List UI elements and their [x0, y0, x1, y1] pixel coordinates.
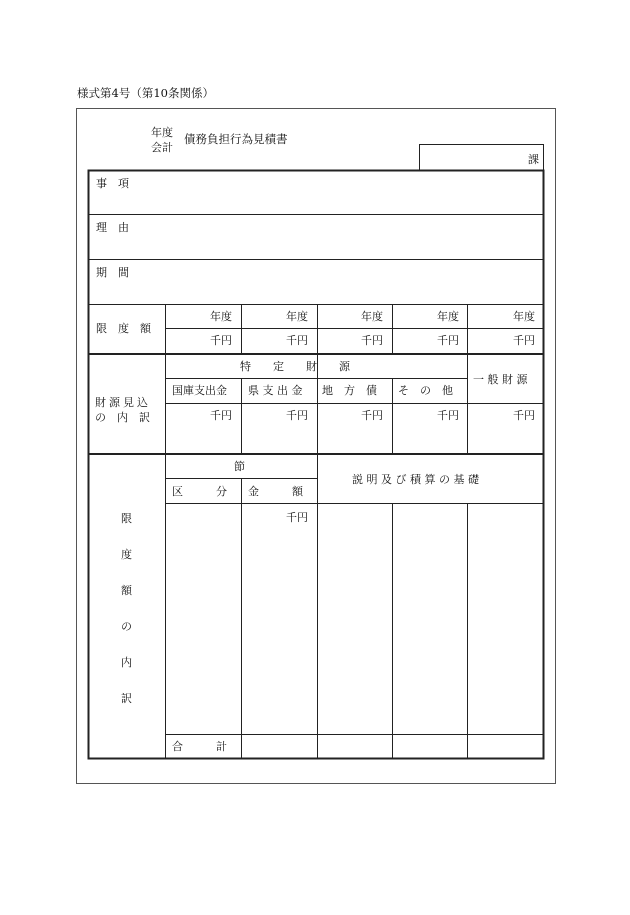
- breakdown-vertical-char-2: 度: [121, 548, 132, 561]
- breakdown-vertical-char-1: 限: [121, 512, 132, 525]
- breakdown-vertical-char-3: 額: [121, 584, 132, 597]
- amount-header: 金 額: [248, 485, 303, 498]
- breakdown-vertical-char-5: 内: [121, 656, 132, 669]
- funding-unit-3: 千円: [361, 409, 383, 422]
- funding-unit-4: 千円: [437, 409, 459, 422]
- total-label: 合 計: [172, 740, 227, 753]
- reason-label: 理 由: [96, 221, 129, 234]
- limit-unit-4: 千円: [437, 334, 459, 347]
- funding-unit-1: 千円: [210, 409, 232, 422]
- specific-funding-header: 特 定 財 源: [240, 360, 350, 373]
- limit-unit-3: 千円: [361, 334, 383, 347]
- limit-label: 限 度 額: [96, 322, 151, 335]
- matter-label: 事 項: [96, 177, 129, 190]
- limit-year-1: 年度: [210, 310, 232, 323]
- section-label: 課: [528, 153, 539, 166]
- funding-unit-5: 千円: [513, 409, 535, 422]
- limit-unit-2: 千円: [286, 334, 308, 347]
- limit-unit-5: 千円: [513, 334, 535, 347]
- account-label: 会計: [151, 141, 173, 154]
- fiscal-year-label: 年度: [151, 126, 173, 139]
- basis-header: 説 明 及 び 積 算 の 基 礎: [352, 473, 479, 486]
- funding-unit-2: 千円: [286, 409, 308, 422]
- funding-sub-other: そ の 他: [398, 384, 453, 397]
- limit-year-5: 年度: [513, 310, 535, 323]
- limit-year-4: 年度: [437, 310, 459, 323]
- section-header: 節: [234, 460, 245, 473]
- funding-sub-local-bond: 地 方 債: [322, 384, 377, 397]
- funding-label-line2: の 内 訳: [95, 411, 150, 424]
- funding-sub-national: 国庫支出金: [172, 384, 227, 397]
- breakdown-vertical-char-6: 訳: [121, 692, 132, 705]
- funding-label-line1: 財源見込: [95, 396, 151, 409]
- limit-year-3: 年度: [361, 310, 383, 323]
- funding-sub-prefecture: 県 支 出 金: [248, 384, 303, 397]
- form-title: 債務負担行為見積書: [184, 132, 288, 146]
- general-funding-header: 一 般 財 源: [473, 373, 528, 386]
- limit-unit-1: 千円: [210, 334, 232, 347]
- breakdown-amount-unit: 千円: [286, 511, 308, 524]
- limit-year-2: 年度: [286, 310, 308, 323]
- breakdown-vertical-char-4: の: [121, 620, 132, 633]
- period-label: 期 間: [96, 266, 129, 279]
- kubun-header: 区 分: [172, 485, 227, 498]
- form-number-label: 様式第4号（第10条関係）: [77, 86, 214, 100]
